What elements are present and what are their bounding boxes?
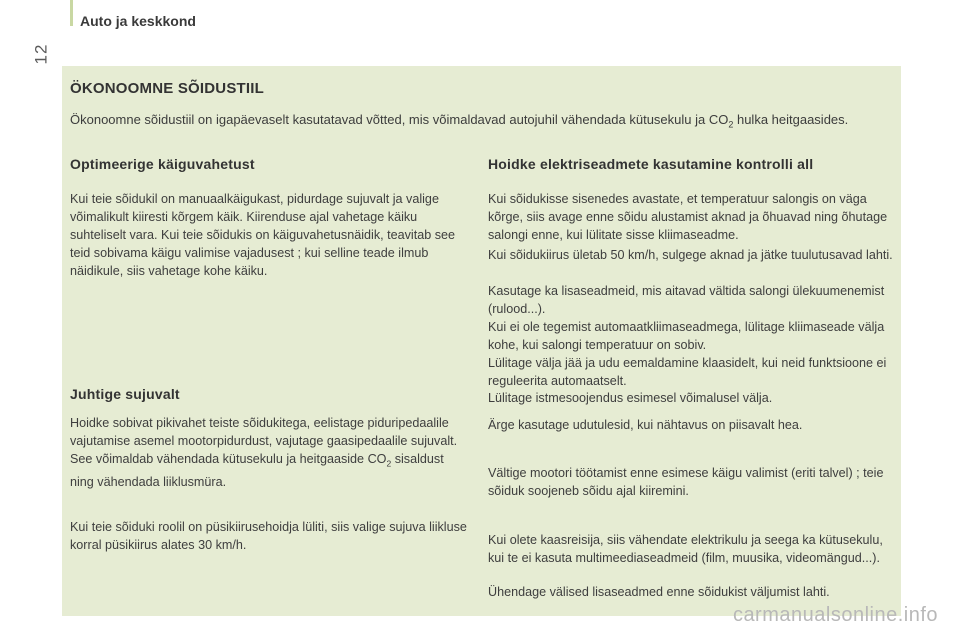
electrical-paragraph-8: Vältige mootori töötamist enne esimese käigu valimist (eriti talvel) ; teie sõiduk soojeneb sõidu ajal kiiremini.	[488, 466, 884, 498]
electrical-paragraph-5: Lülitage välja jää ja udu eemaldamine klaasidelt, kui neid funktsioone ei reguleerita automaatselt.	[488, 356, 887, 388]
drive-text: Hoidke sobivat pikivahet teiste sõidukitega, eelistage piduripedaalile vajutamise asemel mootorpidurdust, vajutage gaasipedaalile sujuvalt. See võimaldab vähendada kütusekulu ja heitgaaside CO	[70, 416, 458, 466]
section-marker-bar	[70, 0, 73, 26]
section-label: Auto ja keskkond	[80, 13, 196, 29]
electrical-heading: Hoidke elektriseadmete kasutamine kontrolli all	[488, 156, 814, 172]
page-number: 12	[31, 43, 51, 65]
electrical-paragraph-1: Kui sõidukisse sisenedes avastate, et temperatuur salongis on väga kõrge, siis avage enne sõidu alustamist aknad ja õhuavad ning õhutage salongi enne, kui lülitate sisse kliimaseadme.	[488, 192, 888, 242]
drive-text-end: sisaldust ning vähendada liiklusmüra.	[70, 452, 444, 489]
gear-heading: Optimeerige käiguvahetust	[70, 156, 255, 172]
drive-heading: Juhtige sujuvalt	[70, 386, 180, 402]
drive-paragraph	[70, 414, 470, 491]
cruise-paragraph: Kui teie sõiduki roolil on püsikiirusehoidja lüliti, siis valige sujuva liikluse korral püsikiirus alates 30 km/h.	[70, 520, 467, 552]
drive-subscript: 2	[386, 458, 392, 469]
main-title: ÖKONOOMNE SÕIDUSTIIL	[70, 80, 265, 97]
intro-text-end: hulka heitgaasides.	[733, 112, 849, 127]
watermark: carmanualsonline.info	[732, 604, 938, 626]
electrical-paragraph-3: Kasutage ka lisaseadmeid, mis aitavad vältida salongi ülekuumenemist (rulood...).	[488, 284, 885, 316]
electrical-paragraph-4: Kui ei ole tegemist automaatkliimaseadmega, lülitage kliimaseade välja kohe, kui salongi temperatuur on sobiv.	[488, 320, 885, 352]
electrical-paragraph-6: Lülitage istmesoojendus esimesel võimalusel välja.	[488, 391, 773, 405]
intro-subscript: 2	[728, 119, 734, 130]
electrical-paragraph-7: Ärge kasutage udutulesid, kui nähtavus on piisavalt hea.	[488, 418, 803, 432]
electrical-paragraph-2: Kui sõidukiirus ületab 50 km/h, sulgege aknad ja jätke tuulutusavad lahti.	[488, 248, 893, 262]
electrical-paragraph-9: Kui olete kaasreisija, siis vähendate elektrikulu ja seega ka kütusekulu, kui te ei kasuta multimeediaseadmeid (film, muusika, videomängud...).	[488, 533, 883, 565]
gear-paragraph: Kui teie sõidukil on manuaalkäigukast, pidurdage sujuvalt ja valige võimalikult kiiresti kõrgem käik. Kiirenduse ajal vahetage käiku suhteliselt vara. Kui teie sõidukis on käiguvahetusnäidik, teavitab see teid sobivama käigu valimise vajadusest ; kui selline teade ilmub näidikule, siis vahetage kohe käiku.	[70, 192, 456, 278]
intro-paragraph	[70, 112, 890, 130]
electrical-paragraph-10: Ühendage välised lisaseadmed enne sõidukist väljumist lahti.	[488, 585, 830, 599]
intro-text: Ökonoomne sõidustiil on igapäevaselt kasutatavad võtted, mis võimaldavad autojuhil vähendada kütusekulu ja CO	[70, 112, 729, 127]
